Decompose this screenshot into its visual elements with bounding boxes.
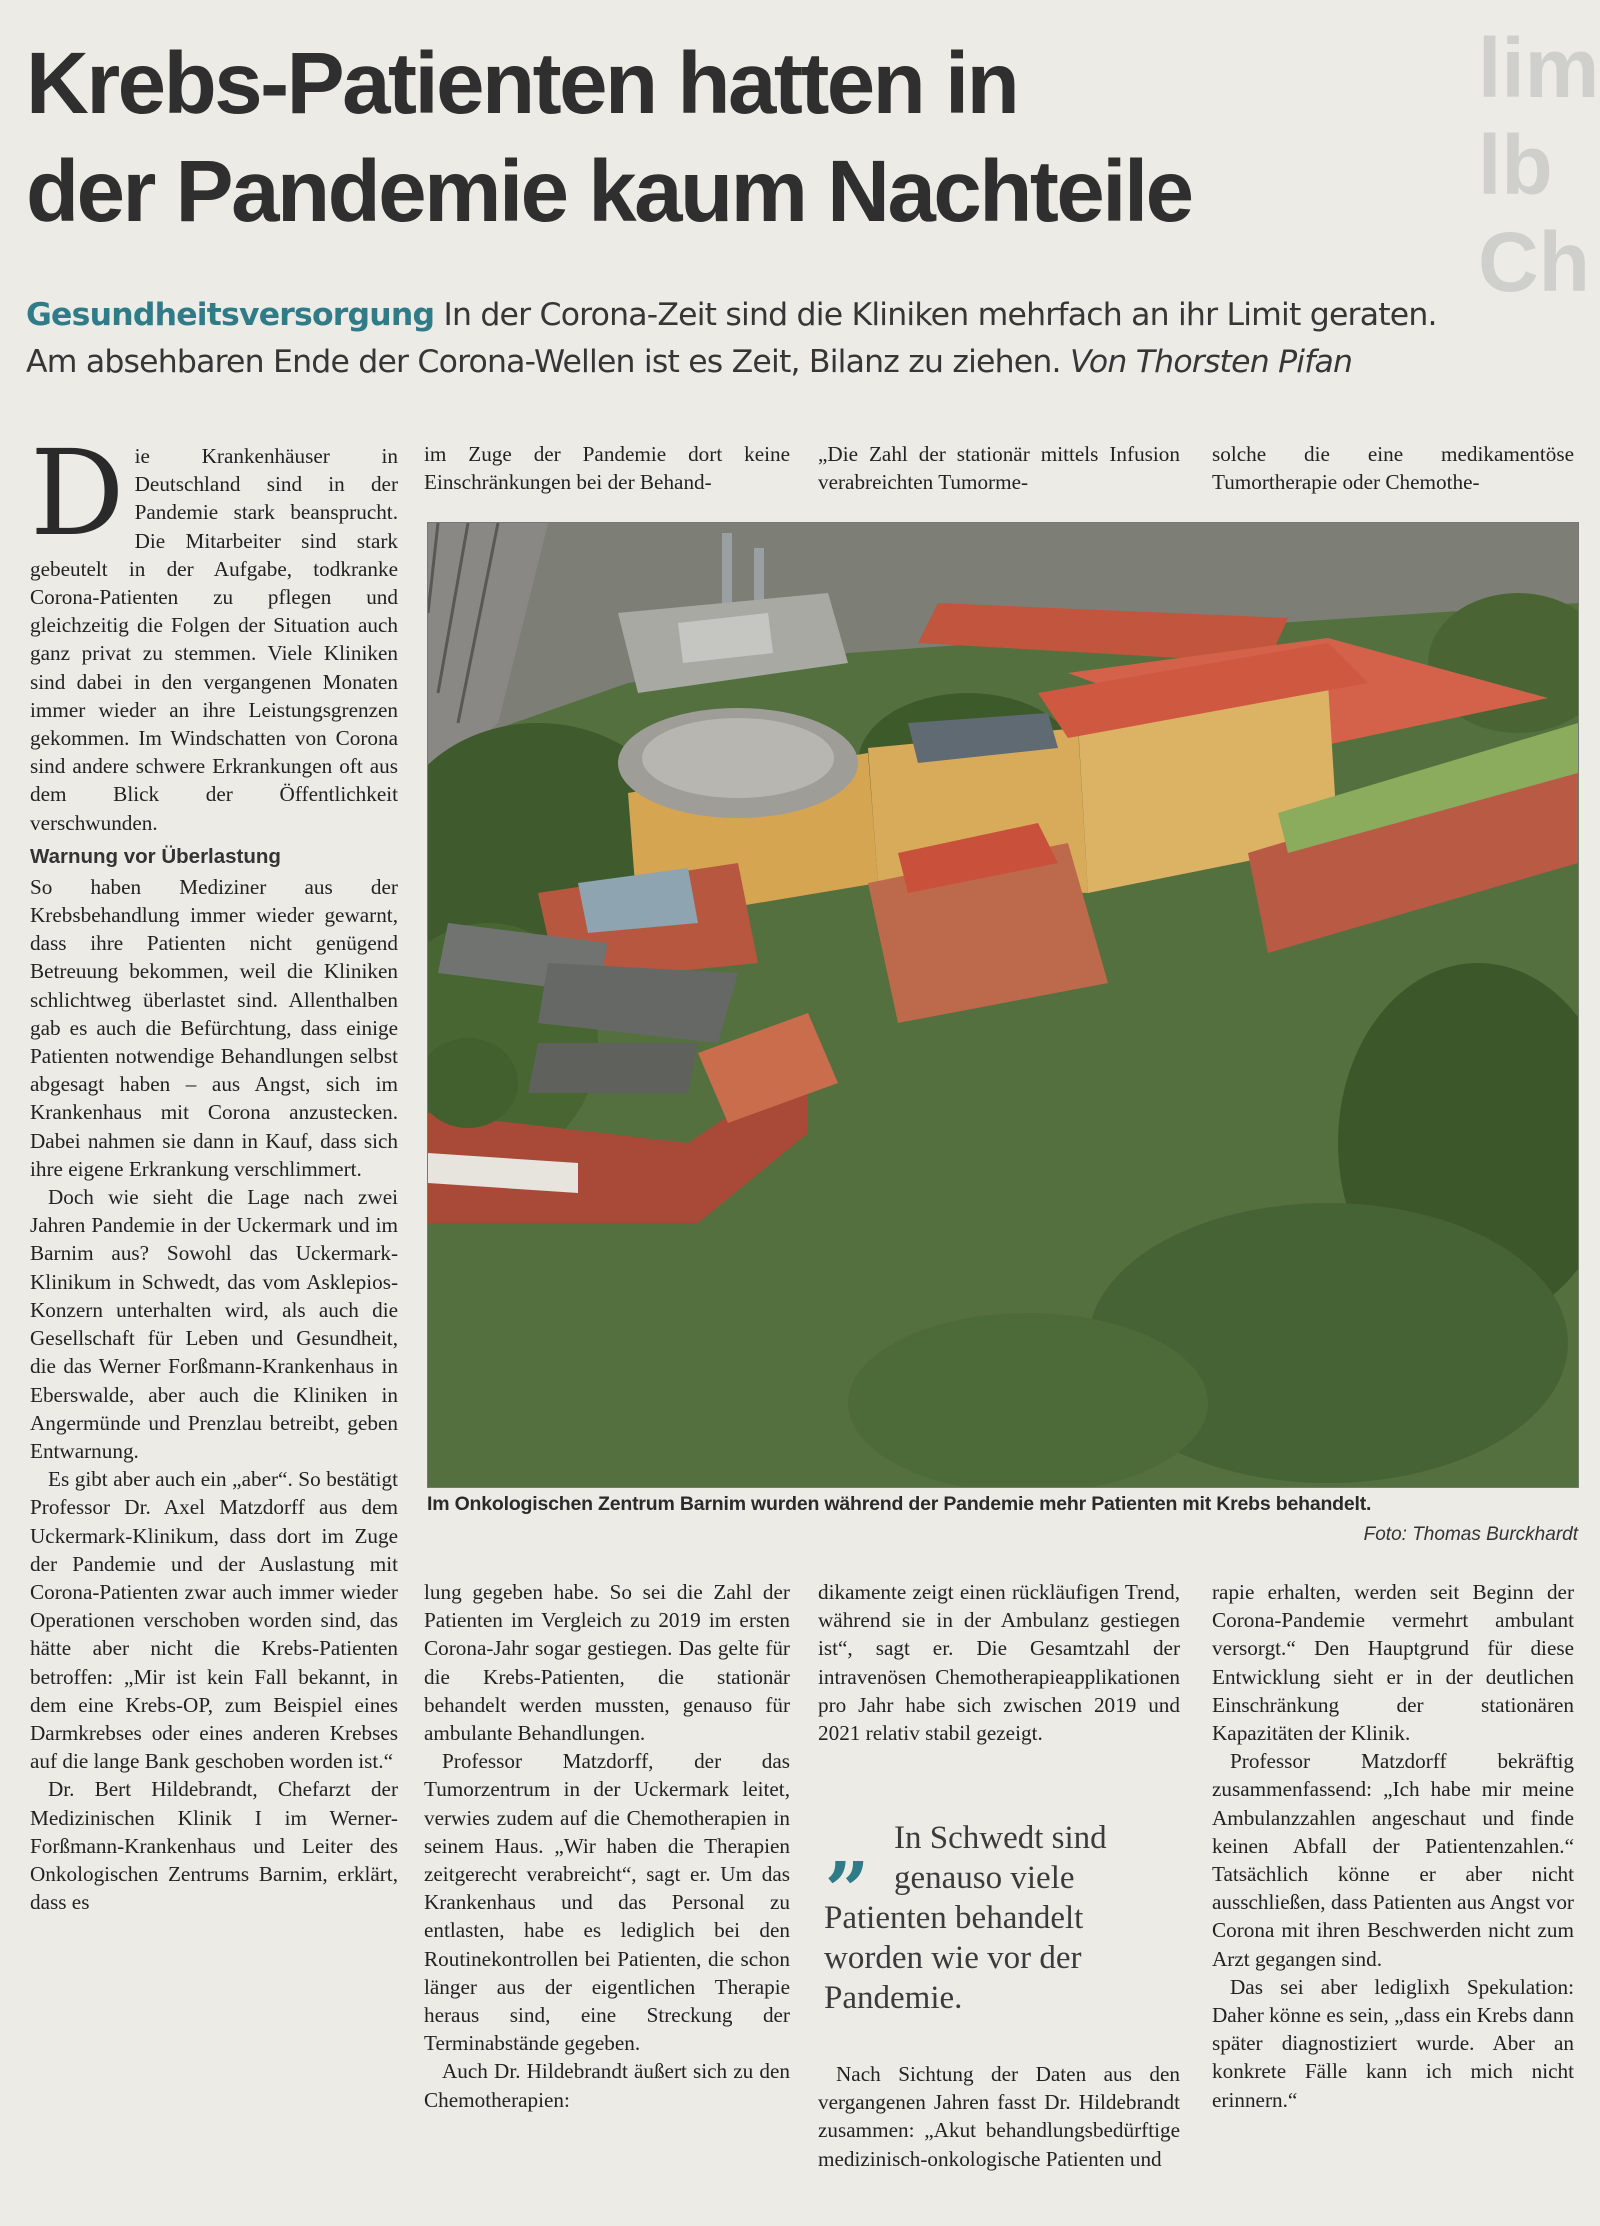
headline-line-2: der Pandemie kaum Nachteile xyxy=(26,143,1192,240)
deck-text-1: In der Corona-Zeit sind die Kliniken mehrfach an ihr Limit geraten. xyxy=(434,297,1437,333)
column-2-bottom xyxy=(424,1578,790,2114)
column-2-top xyxy=(424,440,790,496)
pull-quote-first-line: In Schwedt sind genauso viele xyxy=(894,1820,1107,1896)
body-paragraph: im Zuge der Pandemie dort keine Einschränkungen bei der Behand- xyxy=(424,442,790,495)
deck-kicker: Gesundheitsversorgung xyxy=(26,297,435,333)
pull-quote xyxy=(824,1818,1184,2018)
body-paragraph: Das sei aber lediglixh Spekulation: Daher könne es sein, „dass ein Krebs dann später diagnostiziert wurde. Aber an konkrete Fälle kann ich mich nicht erinnern.“ xyxy=(1212,1974,1574,2112)
body-paragraph: Auch Dr. Hildebrandt äußert sich zu den Chemotherapien: xyxy=(424,2059,790,2112)
body-paragraph: So haben Mediziner aus der Krebsbehandlung immer wieder gewarnt, dass ihre Patienten nicht genügend Betreuung bekommen, weil die Kliniken schlichtweg überlastet sind. Allenthalben gab es auch die Befürchtung, dass einige Patienten notwendige Behandlungen selbst abgesagt haben – aus Angst, sich im Krankenhaus mit Corona anzustecken. Dabei nahmen sie dann in Kauf, dass sich ihre eigene Erkrankung verschlimmert. xyxy=(30,874,398,1181)
photo-caption: Im Onkologischen Zentrum Barnim wurden während der Pandemie mehr Patienten mit Krebs behandelt. xyxy=(427,1493,1372,1515)
column-1 xyxy=(30,424,398,1916)
body-paragraph: Professor Matzdorff bekräftig zusammenfassend: „Ich habe mir meine Ambulanzzahlen angeschaut und finde keinen Abfall der Patientenzahlen.“ Tatsächlich könne er aber nicht ausschließen, dass Patienten aus Angst vor Corona mit ihren Beschwerden nicht zum Arzt gegangen sind. xyxy=(1212,1749,1574,1971)
intro-paragraph xyxy=(30,424,398,837)
body-paragraph: dikamente zeigt einen rückläufigen Trend, während sie in der Ambulanz gestiegen ist“, sagt er. Die Gesamtzahl der intravenösen Chemotherapieapplikationen pro Jahr habe sich zwischen 2019 und 2021 relativ stabil gezeigt. xyxy=(818,1580,1180,1746)
body-paragraph: Dr. Bert Hildebrandt, Chefarzt der Medizinischen Klinik I im Werner-Forßmann-Krankenhaus und Leiter des Onkologischen Zentrums Barnim, erklärt, dass es xyxy=(30,1777,398,1915)
headline-line-1: Krebs-Patienten hatten in xyxy=(26,35,1018,132)
adjacent-article-bleed: lim lb Ch xyxy=(1478,21,1600,309)
quote-mark-icon: „ xyxy=(826,1801,871,1892)
drop-cap: D xyxy=(30,424,125,562)
column-4-bottom xyxy=(1212,1578,1574,2114)
body-paragraph: „Die Zahl der stationär mittels Infusion verabreichten Tumorme- xyxy=(818,442,1180,495)
body-paragraph: rapie erhalten, werden seit Beginn der Corona-Pandemie vermehrt ambulant versorgt.“ Den Hauptgrund für diese Entwicklung sieht er in der deutlichen Einschränkung der stationären Kapazitäten der Klinik. xyxy=(1212,1580,1574,1746)
column-3-top xyxy=(818,440,1180,496)
column-3-bottom xyxy=(818,1578,1180,1747)
body-paragraph: Nach Sichtung der Daten aus den vergangenen Jahren fasst Dr. Hildebrandt zusammen: „Akut behandlungsbedürftige medizinisch-onkologische Patienten und xyxy=(818,2062,1180,2171)
body-paragraph: Es gibt aber auch ein „aber“. So bestätigt Professor Dr. Axel Matzdorff aus dem Uckermark-Klinikum, dass dort im Zuge der Pandemie und der Auslastung mit Corona-Patienten zwar auch immer wieder Operationen verschoben worden sind, das hätte aber nicht die Krebs-Patienten betroffen: „Mir ist kein Fall bekannt, in dem eine Krebs-OP, zum Beispiel eines Darmkrebses oder eines anderen Krebses auf die lange Bank geschoben worden ist.“ xyxy=(30,1467,398,1774)
hospital-aerial-photo xyxy=(427,522,1579,1488)
subhead: Warnung vor Überlastung xyxy=(30,844,281,868)
body-paragraph: solche die eine medikamentöse Tumortherapie oder Chemothe- xyxy=(1212,442,1574,495)
pull-quote-rest: Patienten behandelt worden wie vor der Pandemie. xyxy=(824,1900,1084,2016)
column-4-top xyxy=(1212,440,1574,496)
headline xyxy=(26,30,1586,246)
byline: Von Thorsten Pifan xyxy=(1069,344,1353,380)
intro-text: ie Krankenhäuser in Deutschland sind in der Pandemie stark beansprucht. Die Mitarbeiter sind stark gebeutelt in der Aufgabe, todkranke Corona-Patienten zu pflegen und gleichzeitig die Folgen der Situation auch ganz privat zu stemmen. Viele Kliniken sind dabei in den vergangenen Monaten immer wieder an ihre Leistungsgrenzen gekommen. Im Windschatten von Corona sind andere schwere Erkrankungen oft aus dem Blick der Öffentlichkeit verschwunden. xyxy=(30,444,398,835)
column-3-end xyxy=(818,2060,1180,2173)
body-paragraph: Doch wie sieht die Lage nach zwei Jahren Pandemie in der Uckermark und im Barnim aus? Sowohl das Uckermark-Klinikum in Schwedt, das vom Asklepios-Konzern unterhalten wird, als auch die Gesellschaft für Leben und Gesundheit, die das Werner Forßmann-Krankenhaus in Eberswalde, aber auch die Kliniken in Angermünde und Prenzlau betreibt, geben Entwarnung. xyxy=(30,1185,398,1463)
body-paragraph: Professor Matzdorff, der das Tumorzentrum in der Uckermark leitet, verwies zudem auf die Chemotherapien in seinem Haus. „Wir haben die Therapien zeitgerecht verabreicht“, sagt er. Um das Krankenhaus und das Personal zu entlasten, habe es lediglich bei den Routinekontrollen bei Patienten, die schon länger aus der eigentlichen Therapie heraus sind, eine Streckung der Terminabstände gegeben. xyxy=(424,1749,790,2056)
photo-credit: Foto: Thomas Burckhardt xyxy=(1363,1524,1578,1545)
deck-text-2: Am absehbaren Ende der Corona-Wellen ist es Zeit, Bilanz zu ziehen. xyxy=(26,344,1070,380)
body-paragraph: lung gegeben habe. So sei die Zahl der Patienten im Vergleich zu 2019 im ersten Corona-Jahr sogar gestiegen. Das gelte für die Krebs-Patienten, die stationär behandelt werden mussten, genauso für ambulante Behandlungen. xyxy=(424,1580,790,1746)
deck xyxy=(26,292,1586,386)
